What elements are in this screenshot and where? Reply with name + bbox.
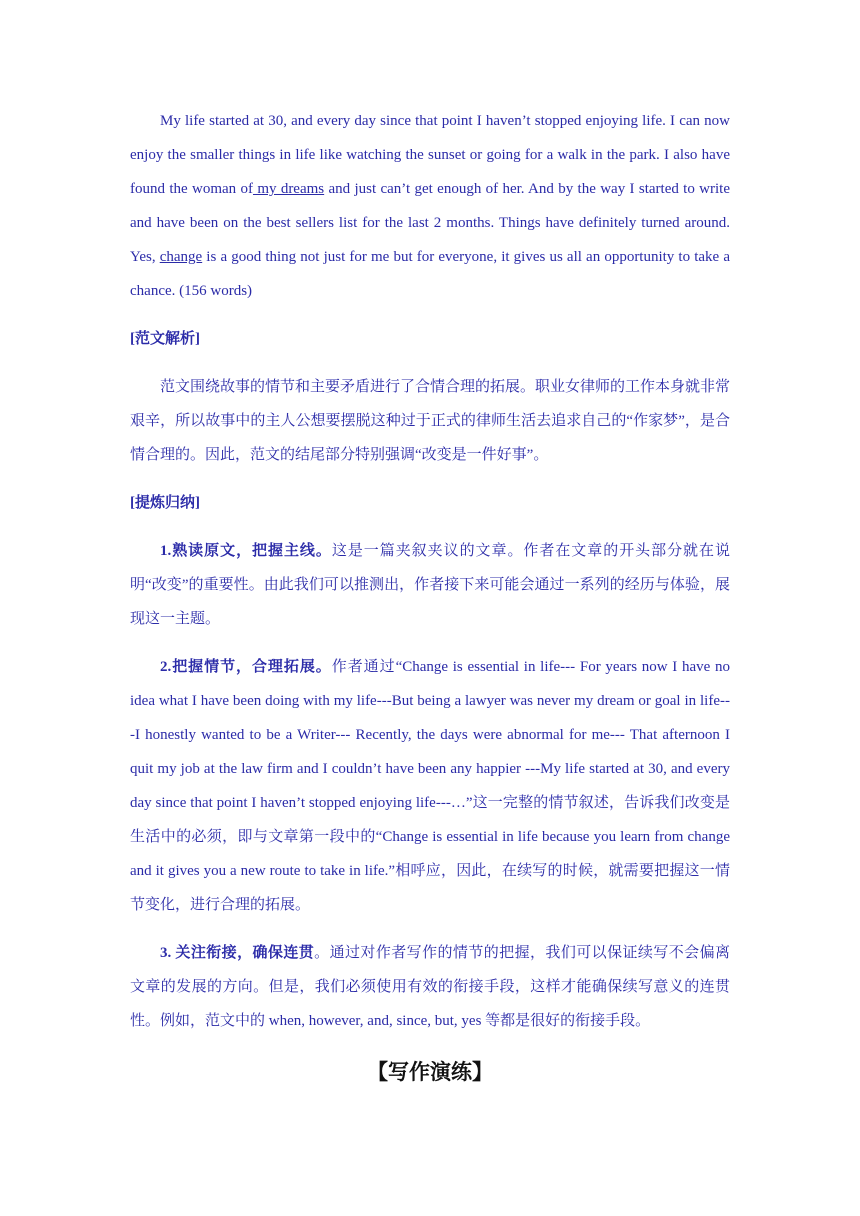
analysis-heading: [范文解析] xyxy=(130,331,200,347)
essay-text-1: My life started at 30, and every day since that point I haven’t stopped enjoying life. I can now enjoy the smaller things in life like watching the sunset or going for a walk in the park. I also have found the woman of xyxy=(130,113,730,197)
point-1-text: 这是一篇夹叙夹议的文章。作者在文章的开头部分就在说明“改变”的重要性。由此我们可以推测出，作者接下来可能会通过一系列的经历与体验，展现这一主题。 xyxy=(130,543,730,627)
document-content xyxy=(130,104,730,1038)
point-1-title: 1.熟读原文，把握主线。 xyxy=(160,543,332,559)
point-2-title: 2.把握情节，合理拓展。 xyxy=(160,659,332,675)
summary-point-2 xyxy=(130,650,730,922)
point-3-text: 。通过对作者写作的情节的把握，我们可以保证续写不会偏离文章的发展的方向。但是，我们必须使用有效的衔接手段，这样才能确保续写意义的连贯性。例如，范文中的 when, however, and, since, but, yes 等都是很好的衔接手段。 xyxy=(130,945,730,1029)
summary-point-3 xyxy=(130,936,730,1038)
analysis-paragraph: 范文围绕故事的情节和主要矛盾进行了合情合理的拓展。职业女律师的工作本身就非常艰辛，所以故事中的主人公想要摆脱这种过于正式的律师生活去追求自己的“作家梦”，是合情合理的。因此，范文的结尾部分特别强调“改变是一件好事”。 xyxy=(130,379,731,463)
essay-text-2: and just can’t get enough of her. And by the way I started to write and have been on the best sellers list for the last 2 months. Things have definitely turned around. Yes, xyxy=(130,181,730,265)
summary-point-1 xyxy=(130,534,730,636)
essay-underline-change: change xyxy=(159,249,203,265)
essay-underline-my-dreams: my dreams xyxy=(252,181,325,197)
point-3-title: 3. 关注衔接，确保连贯 xyxy=(160,945,315,961)
point-2-text: 作者通过“Change is essential in life--- For years now I have no idea what I have been doing with my life---But being a lawyer was never my dream or goal in life---I honestly wanted to be a Writer--- Recently, the days were abnormal for me--- That afternoon I quit my job at the law firm and I couldn’t have been any happier ---My life started at 30, and every day since that point I haven’t stopped enjoying life---…”这一完整的情节叙述，告诉我们改变是生活中的必须，即与文章第一段中的“Change is essential in life because you learn from change and it gives you a new route to take in life.”相呼应，因此，在续写的时候，就需要把握这一情节变化，进行合理的拓展。 xyxy=(130,659,730,913)
essay-paragraph xyxy=(130,104,730,308)
essay-text-3: is a good thing not just for me but for everyone, it gives us all an opportunity to take a chance. (156 words) xyxy=(130,249,730,299)
summary-heading: [提炼归纳] xyxy=(130,495,200,511)
section-title-writing-practice: 【写作演练】 xyxy=(367,1060,493,1084)
